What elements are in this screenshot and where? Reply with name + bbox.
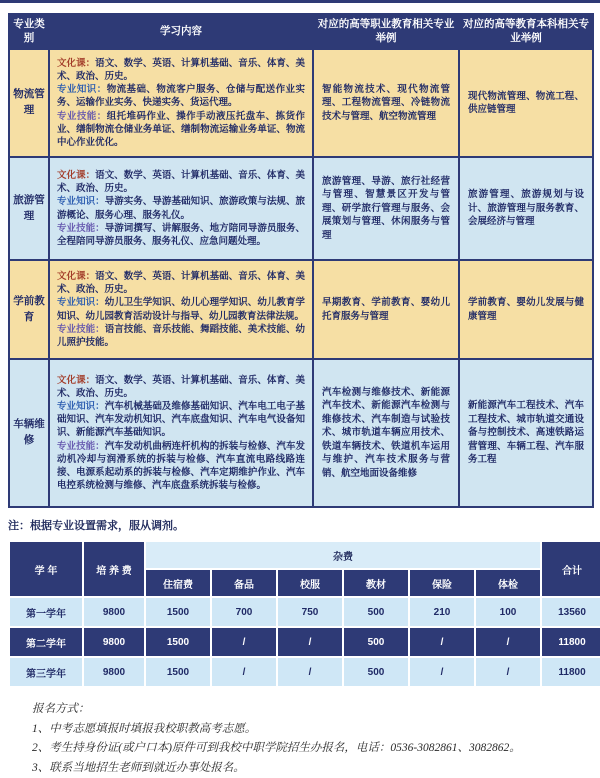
- signup-title: 报名方式：: [32, 703, 90, 715]
- culture-course-line: [57, 57, 305, 83]
- knowledge-label: 专业知识：: [57, 400, 105, 412]
- culture-label: 文化课：: [57, 374, 96, 386]
- fee-cell: 700: [212, 598, 276, 626]
- culture-text: 语文、数学、英语、计算机基础、音乐、体育、美术、政治、历史。: [57, 270, 305, 296]
- skill-line: [57, 110, 305, 150]
- fee-cell: 第一学年: [10, 598, 82, 626]
- skill-label: 专业技能：: [57, 110, 107, 122]
- undergraduate-majors-cell: 学前教育、婴幼儿发展与健康管理: [459, 260, 593, 359]
- undergraduate-majors-cell: 现代物流管理、物流工程、供应链管理: [459, 49, 593, 157]
- vocational-majors-cell: 旅游管理、导游、旅行社经营与管理、智慧景区开发与管理、研学旅行管理与服务、会展策划与管理、休闲服务与管理: [313, 157, 459, 260]
- knowledge-text: 物流基础、物流客户服务、仓储与配送作业实务、运输作业实务、快递实务、货运代理。: [57, 84, 305, 109]
- culture-course-line: [57, 270, 305, 296]
- fee-cell: 1500: [146, 598, 210, 626]
- content-cell: [49, 260, 313, 359]
- fee-cell: 11800: [542, 628, 600, 656]
- category-cell: 旅游管理: [9, 157, 49, 260]
- col-header-category: 专业类别: [9, 14, 49, 49]
- culture-label: 文化课：: [57, 57, 96, 69]
- fee-subheader-insurance: 保险: [410, 570, 474, 596]
- fee-header-total: 合计: [542, 542, 600, 596]
- knowledge-label: 专业知识：: [57, 84, 107, 96]
- fee-subheader-physical-exam: 体检: [476, 570, 540, 596]
- knowledge-line: [57, 400, 305, 440]
- knowledge-line: [57, 83, 305, 109]
- programs-table: [8, 13, 594, 508]
- knowledge-line: [57, 195, 305, 221]
- knowledge-line: [57, 296, 305, 322]
- category-cell: 学前教育: [9, 260, 49, 359]
- fee-cell: 第二学年: [10, 628, 82, 656]
- fee-header-tuition: 培 养 费: [84, 542, 144, 596]
- program-row-tourism: [9, 157, 593, 260]
- fee-cell: 500: [344, 598, 408, 626]
- fee-cell: /: [410, 658, 474, 686]
- skill-label: 专业技能：: [57, 440, 105, 452]
- category-cell: 物流管理: [9, 49, 49, 157]
- fee-cell: /: [278, 628, 342, 656]
- fee-cell: 11800: [542, 658, 600, 686]
- fee-header-misc: 杂费: [146, 542, 540, 568]
- skill-line: [57, 222, 305, 248]
- fee-cell: /: [278, 658, 342, 686]
- fee-cell: /: [476, 628, 540, 656]
- program-row-vehicle: [9, 359, 593, 507]
- vocational-majors-cell: 汽车检测与维修技术、新能源汽车技术、新能源汽车检测与维修技术、汽车制造与试验技术、城市轨道车辆应用技术、铁道车辆技术、铁道机车运用与维护、汽车技术服务与营销、航空地面设备维修: [313, 359, 459, 507]
- fee-row-year1: [10, 598, 600, 626]
- skill-text: 语言技能、音乐技能、舞蹈技能、美术技能、幼儿照护技能。: [57, 323, 305, 348]
- content-cell: [49, 157, 313, 260]
- content-cell: [49, 359, 313, 507]
- fee-cell: 9800: [84, 628, 144, 656]
- col-header-content: 学习内容: [49, 14, 313, 49]
- undergraduate-majors-cell: 新能源汽车工程技术、汽车工程技术、城市轨道交通设备与控制技术、高速铁路运营管理、车辆工程、汽车服务工程: [459, 359, 593, 507]
- signup-step-2: 2、考生持身份证(或户口本)原件可到我校中职学院招生办报名，电话：0536-3082861、3082862。: [32, 742, 521, 755]
- fee-cell: 100: [476, 598, 540, 626]
- fee-cell: /: [476, 658, 540, 686]
- fee-cell: 500: [344, 658, 408, 686]
- skill-label: 专业技能：: [57, 222, 105, 234]
- signup-step-1: 1、中考志愿填报时填报我校职教高考志愿。: [32, 722, 257, 735]
- skill-line: [57, 440, 305, 493]
- culture-course-line: [57, 169, 305, 195]
- fee-cell: 210: [410, 598, 474, 626]
- fee-cell: 1500: [146, 628, 210, 656]
- fee-cell: 9800: [84, 658, 144, 686]
- programs-header-row: [9, 14, 593, 49]
- culture-text: 语文、数学、英语、计算机基础、音乐、体育、美术、政治、历史。: [57, 57, 305, 82]
- fee-cell: 750: [278, 598, 342, 626]
- fee-subheader-uniform: 校服: [278, 570, 342, 596]
- page: [0, 13, 600, 778]
- col-header-undergraduate: 对应的高等教育本科相关专业举例: [459, 14, 593, 49]
- skill-text: 组托堆码作业、操作手动液压托盘车、拣货作业、缮制物流仓储业务单证、缮制物流运输业务单证、物流中心作业优化。: [57, 110, 305, 148]
- vocational-majors-cell: 智能物流技术、现代物流管理、工程物流管理、冷链物流技术与管理、航空物流管理: [313, 49, 459, 157]
- skill-text: 导游词撰写、讲解服务、地方陪同导游员服务、全程陪同导游员服务、服务礼仪、应急问题处理。: [57, 222, 305, 247]
- fee-subheader-lodging: 住宿费: [146, 570, 210, 596]
- fee-cell: 第三学年: [10, 658, 82, 686]
- signup-instructions: [32, 700, 592, 778]
- vocational-majors-cell: 早期教育、学前教育、婴幼儿托育服务与管理: [313, 260, 459, 359]
- program-row-logistics: [9, 49, 593, 157]
- adjustment-note: 注：根据专业设置需求，服从调剂。: [8, 520, 184, 532]
- culture-label: 文化课：: [57, 270, 96, 282]
- fee-cell: /: [410, 628, 474, 656]
- fee-cell: 500: [344, 628, 408, 656]
- culture-text: 语文、数学、英语、计算机基础、音乐、体育、美术、政治、历史。: [57, 374, 305, 399]
- knowledge-text: 汽车机械基础及维修基础知识、汽车电工电子基础知识、汽车发动机知识、汽车底盘知识、汽车电气设备知识、新能源汽车基础知识。: [57, 400, 305, 439]
- fee-cell: 1500: [146, 658, 210, 686]
- knowledge-text: 幼儿卫生学知识、幼儿心理学知识、幼儿教育学知识、幼儿园教育活动设计与指导、幼儿园教育法律法规。: [57, 297, 305, 322]
- fee-cell: 13560: [542, 598, 600, 626]
- skill-text: 汽车发动机曲柄连杆机构的拆装与检修、汽车发动机冷却与润滑系统的拆装与检修、汽车直流电路线路连接、电源系起动系的拆装与检修、汽车定期维护作业、汽车电控系统检测与维修、汽车底盘系统拆装与检修。: [57, 440, 305, 492]
- culture-course-line: [57, 374, 305, 400]
- content-cell: [49, 49, 313, 157]
- fee-subheader-supplies: 备品: [212, 570, 276, 596]
- skill-label: 专业技能：: [57, 323, 105, 335]
- knowledge-label: 专业知识：: [57, 196, 105, 208]
- fee-subheader-textbooks: 教材: [344, 570, 408, 596]
- fee-header-row-top: [10, 542, 600, 568]
- category-cell: 车辆维修: [9, 359, 49, 507]
- culture-text: 语文、数学、英语、计算机基础、音乐、体育、美术、政治、历史。: [57, 169, 305, 195]
- fee-cell: 9800: [84, 598, 144, 626]
- top-divider: [0, 0, 600, 3]
- fee-cell: /: [212, 658, 276, 686]
- fee-row-year3: [10, 658, 600, 686]
- undergraduate-majors-cell: 旅游管理、旅游规划与设计、旅游管理与服务教育、会展经济与管理: [459, 157, 593, 260]
- fee-row-year2: [10, 628, 600, 656]
- fee-cell: /: [212, 628, 276, 656]
- culture-label: 文化课：: [57, 169, 96, 181]
- signup-step-3: 3、联系当地招生老师到就近办事处报名。: [32, 761, 245, 774]
- program-row-preschool: [9, 260, 593, 359]
- knowledge-text: 导游实务、导游基础知识、旅游政策与法规、旅游概论、服务心理、服务礼仪。: [57, 196, 305, 221]
- knowledge-label: 专业知识：: [57, 297, 105, 309]
- col-header-vocational: 对应的高等职业教育相关专业举例: [313, 14, 459, 49]
- fee-table: [8, 540, 600, 688]
- skill-line: [57, 323, 305, 349]
- fee-header-year: 学 年: [10, 542, 82, 596]
